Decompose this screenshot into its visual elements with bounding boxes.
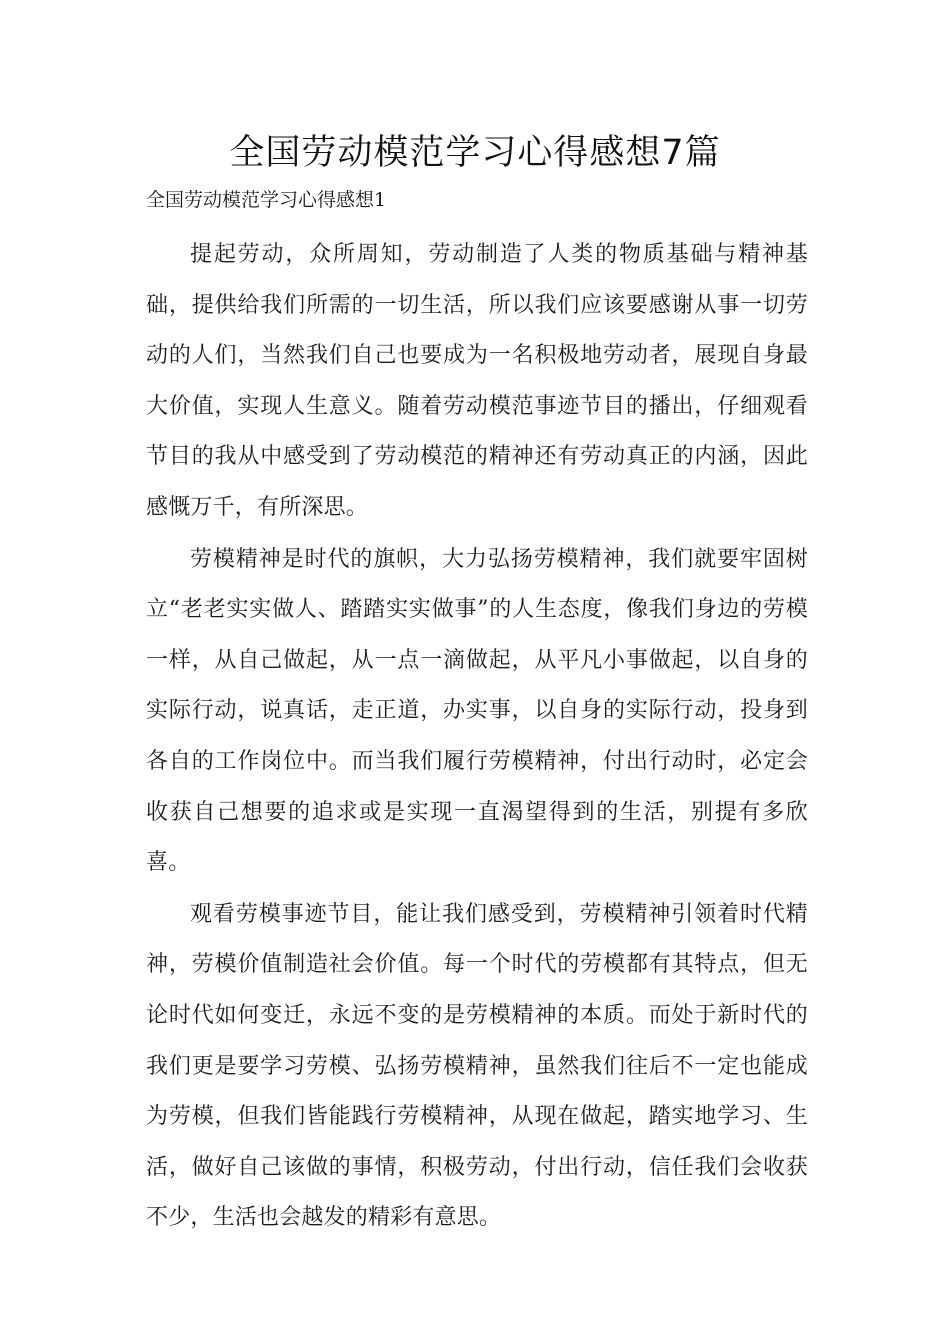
section-heading: 全国劳动模范学习心得感想1: [146, 189, 387, 211]
document-title: 全国劳动模范学习心得感想7篇: [229, 133, 721, 173]
document-body: [146, 230, 808, 1245]
paragraph-3: 观看劳模事迹节目，能让我们感受到，劳模精神引领着时代精神，劳模价值制造社会价值。每一个时代的劳模都有其特点，但无论时代如何变迁，永远不变的是劳模精神的本质。而处于新时代的我们更是要学习劳模、弘扬劳模精神，虽然我们往后不一定也能成为劳模，但我们皆能践行劳模精神，从现在做起，踏实地学习、生活，做好自己该做的事情，积极劳动，付出行动，信任我们会收获不少，生活也会越发的精彩有意思。: [146, 901, 808, 1231]
paragraph-1: 提起劳动，众所周知，劳动制造了人类的物质基础与精神基础，提供给我们所需的一切生活，所以我们应该要感谢从事一切劳动的人们，当然我们自己也要成为一名积极地劳动者，展现自身最大价值，实现人生意义。随着劳动模范事迹节目的播出，仔细观看节目的我从中感受到了劳动模范的精神还有劳动真正的内涵，因此感慨万千，有所深思。: [146, 242, 808, 520]
paragraph-2: 劳模精神是时代的旗帜，大力弘扬劳模精神，我们就要牢固树立“老老实实做人、踏踏实实做事”的人生态度，像我们身边的劳模一样，从自己做起，从一点一滴做起，从平凡小事做起，以自身的实际行动，说真话，走正道，办实事，以自身的实际行动，投身到各自的工作岗位中。而当我们履行劳模精神，付出行动时，必定会收获自己想要的追求或是实现一直渴望得到的生活，别提有多欣喜。: [146, 546, 808, 876]
